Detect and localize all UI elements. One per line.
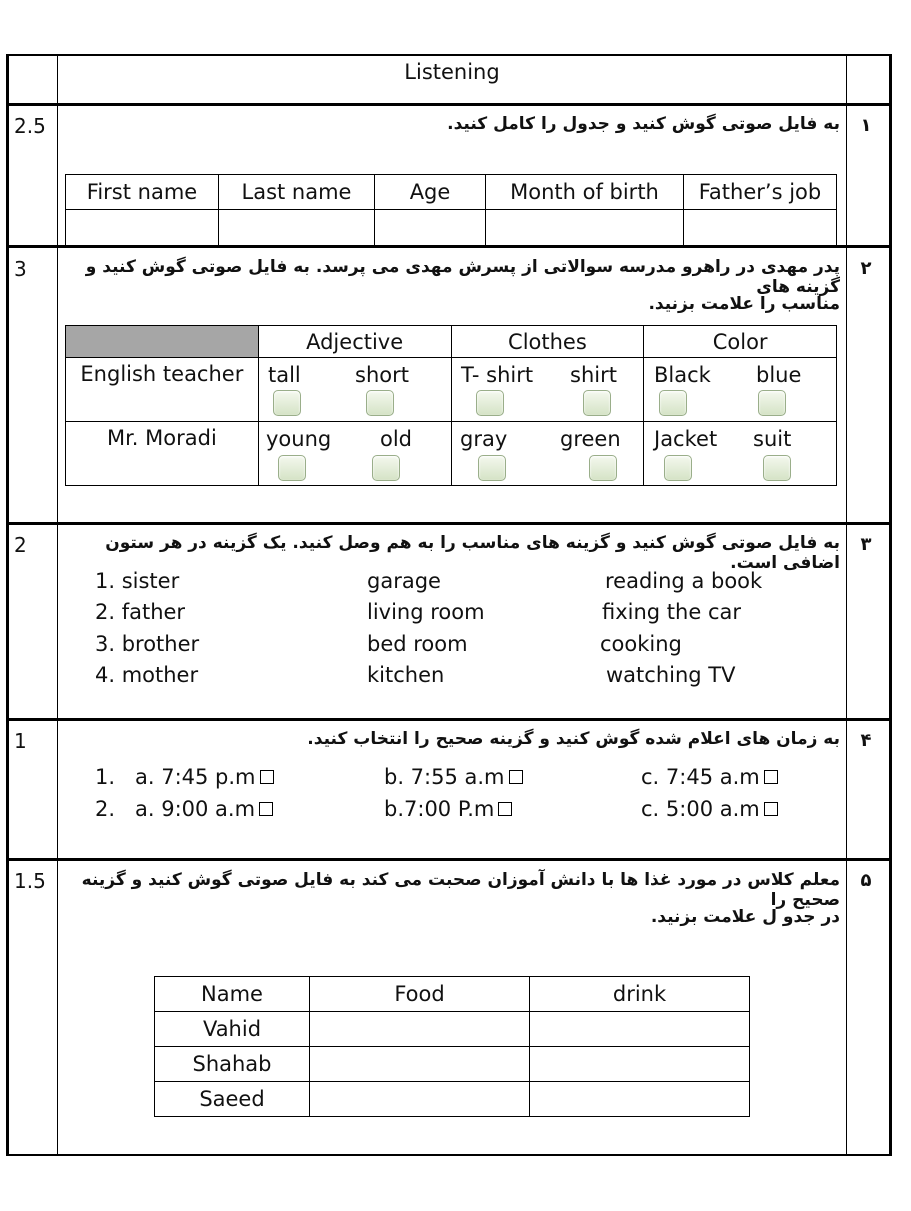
- q2-option-label: blue: [756, 363, 802, 387]
- q1-table: [65, 174, 837, 246]
- q3-activity: watching TV: [606, 663, 736, 687]
- q2-header-adjective: Adjective: [258, 326, 451, 358]
- q2-header-color: Color: [644, 326, 837, 358]
- q2-table: [65, 325, 837, 486]
- q2-checkbox-old[interactable]: [372, 455, 400, 481]
- q2-option-label: gray: [460, 427, 508, 451]
- q2-option-label: Jacket: [654, 427, 718, 451]
- q3-person: 4. mother: [95, 663, 199, 687]
- q3-score: 2: [14, 533, 27, 557]
- q1-number: ۱: [860, 115, 872, 136]
- q3-place: living room: [367, 600, 485, 624]
- q4-item-number: 1.: [95, 765, 116, 789]
- q5-answer-cell[interactable]: [530, 1082, 750, 1117]
- q5-name-cell: Vahid: [155, 1012, 310, 1047]
- q1-instruction: به فایل صوتی گوش کنید و جدول را کامل کنید.: [447, 114, 840, 134]
- q1-answer-cell[interactable]: [684, 210, 837, 246]
- q2-option-label: green: [560, 427, 621, 451]
- q2-number: ۲: [860, 258, 872, 279]
- q3-activity: fixing the car: [602, 600, 741, 624]
- checkbox-icon[interactable]: [259, 802, 273, 816]
- q2-checkbox-jacket[interactable]: [664, 455, 692, 481]
- q2-checkbox-blue[interactable]: [758, 390, 786, 416]
- q5-number: ۵: [860, 870, 872, 891]
- q4-item-number: 2.: [95, 797, 116, 821]
- q3-activity: reading a book: [605, 569, 763, 593]
- q1-header-month: Month of birth: [486, 175, 684, 210]
- q1-answer-cell[interactable]: [66, 210, 219, 246]
- q4-score: 1: [14, 729, 27, 753]
- q3-number: ۳: [860, 534, 872, 555]
- q4-instruction: به زمان های اعلام شده گوش کنید و گزینه صحیح را انتخاب کنید.: [307, 729, 840, 749]
- q1-score: 2.5: [14, 114, 46, 138]
- number-column-divider: [846, 54, 847, 1156]
- q4-option-text: a. 7:45 p.m: [135, 765, 256, 789]
- q1-answer-cell[interactable]: [219, 210, 375, 246]
- divider: [6, 718, 892, 721]
- q2-checkbox-t-shirt[interactable]: [476, 390, 504, 416]
- q5-answer-cell[interactable]: [310, 1082, 530, 1117]
- q2-checkbox-shirt[interactable]: [583, 390, 611, 416]
- q5-answer-cell[interactable]: [310, 1047, 530, 1082]
- q3-instruction: به فایل صوتی گوش کنید و گزینه های مناسب را به هم وصل کنید. یک گزینه در هر ستون اضافی است.: [105, 533, 840, 573]
- divider: [6, 103, 892, 106]
- q3-activity: cooking: [600, 632, 682, 656]
- q5-instruction-line2: در جدو ل علامت بزنید.: [650, 907, 840, 927]
- q2-option-label: Black: [654, 363, 711, 387]
- q2-row-name: English teacher: [66, 358, 259, 422]
- q2-option-label: old: [380, 427, 413, 451]
- q2-checkbox-black[interactable]: [659, 390, 687, 416]
- q2-option-label: short: [355, 363, 409, 387]
- q2-option-label: shirt: [570, 363, 617, 387]
- q2-checkbox-tall[interactable]: [273, 390, 301, 416]
- q2-checkbox-suit[interactable]: [763, 455, 791, 481]
- q1-answer-cell[interactable]: [486, 210, 684, 246]
- q4-option-text: b. 7:55 a.m: [384, 765, 505, 789]
- q2-header-clothes: Clothes: [451, 326, 644, 358]
- q4-option-a[interactable]: [135, 765, 274, 789]
- q5-header-food: Food: [310, 977, 530, 1012]
- q4-option-a[interactable]: [135, 797, 273, 821]
- q2-option-label: young: [266, 427, 332, 451]
- q4-option-text: c. 7:45 a.m: [641, 765, 760, 789]
- q3-place: kitchen: [367, 663, 445, 687]
- q2-instruction-line1: پدر مهدی در راهرو مدرسه سوالاتی از پسرش مهدی می پرسد. به فایل صوتی گوش کنید و گزینه های: [85, 257, 840, 297]
- q2-row-name: Mr. Moradi: [66, 422, 259, 486]
- q4-option-b[interactable]: [384, 797, 512, 821]
- q1-answer-cell[interactable]: [375, 210, 486, 246]
- q2-checkbox-gray[interactable]: [478, 455, 506, 481]
- q1-header-first-name: First name: [66, 175, 219, 210]
- q2-checkbox-young[interactable]: [278, 455, 306, 481]
- q5-answer-cell[interactable]: [530, 1012, 750, 1047]
- q4-option-c[interactable]: [641, 765, 778, 789]
- q5-header-name: Name: [155, 977, 310, 1012]
- section-title: Listening: [404, 60, 500, 84]
- q3-place: bed room: [367, 632, 468, 656]
- q4-option-c[interactable]: [641, 797, 778, 821]
- q5-answer-cell[interactable]: [310, 1012, 530, 1047]
- q4-option-text: a. 9:00 a.m: [135, 797, 256, 821]
- q2-option-label: T- shirt: [461, 363, 534, 387]
- checkbox-icon[interactable]: [498, 802, 512, 816]
- divider: [6, 1154, 892, 1156]
- divider: [6, 54, 892, 56]
- q1-header-last-name: Last name: [219, 175, 375, 210]
- q2-header-blank: [66, 326, 259, 358]
- q2-option-label: suit: [753, 427, 792, 451]
- q2-instruction-line2: مناسب را علامت بزنید.: [648, 294, 840, 314]
- q5-instruction-line1: معلم کلاس در مورد غذا ها با دانش آموزان صحبت می کند به فایل صوتی گوش کنید و گزینه صحیح را: [81, 870, 840, 910]
- q2-score: 3: [14, 257, 27, 281]
- q3-person: 1. sister: [95, 569, 180, 593]
- q5-name-cell: Shahab: [155, 1047, 310, 1082]
- checkbox-icon[interactable]: [260, 770, 274, 784]
- q5-score: 1.5: [14, 869, 46, 893]
- q3-place: garage: [367, 569, 441, 593]
- q4-option-text: c. 5:00 a.m: [641, 797, 760, 821]
- q2-option-label: tall: [268, 363, 301, 387]
- q3-person: 2. father: [95, 600, 186, 624]
- q5-answer-cell[interactable]: [530, 1047, 750, 1082]
- q5-name-cell: Saeed: [155, 1082, 310, 1117]
- q5-header-drink: drink: [530, 977, 750, 1012]
- score-column-divider: [57, 54, 58, 1156]
- q5-table: [154, 976, 750, 1117]
- divider: [6, 522, 892, 525]
- q1-header-age: Age: [375, 175, 486, 210]
- divider: [6, 858, 892, 861]
- q2-checkbox-green[interactable]: [589, 455, 617, 481]
- q2-checkbox-short[interactable]: [366, 390, 394, 416]
- q4-option-b[interactable]: [384, 765, 523, 789]
- q4-number: ۴: [860, 730, 872, 751]
- q1-header-father-job: Father’s job: [684, 175, 837, 210]
- checkbox-icon[interactable]: [764, 770, 778, 784]
- q3-person: 3. brother: [95, 632, 200, 656]
- q4-option-text: b.7:00 P.m: [384, 797, 495, 821]
- checkbox-icon[interactable]: [764, 802, 778, 816]
- checkbox-icon[interactable]: [509, 770, 523, 784]
